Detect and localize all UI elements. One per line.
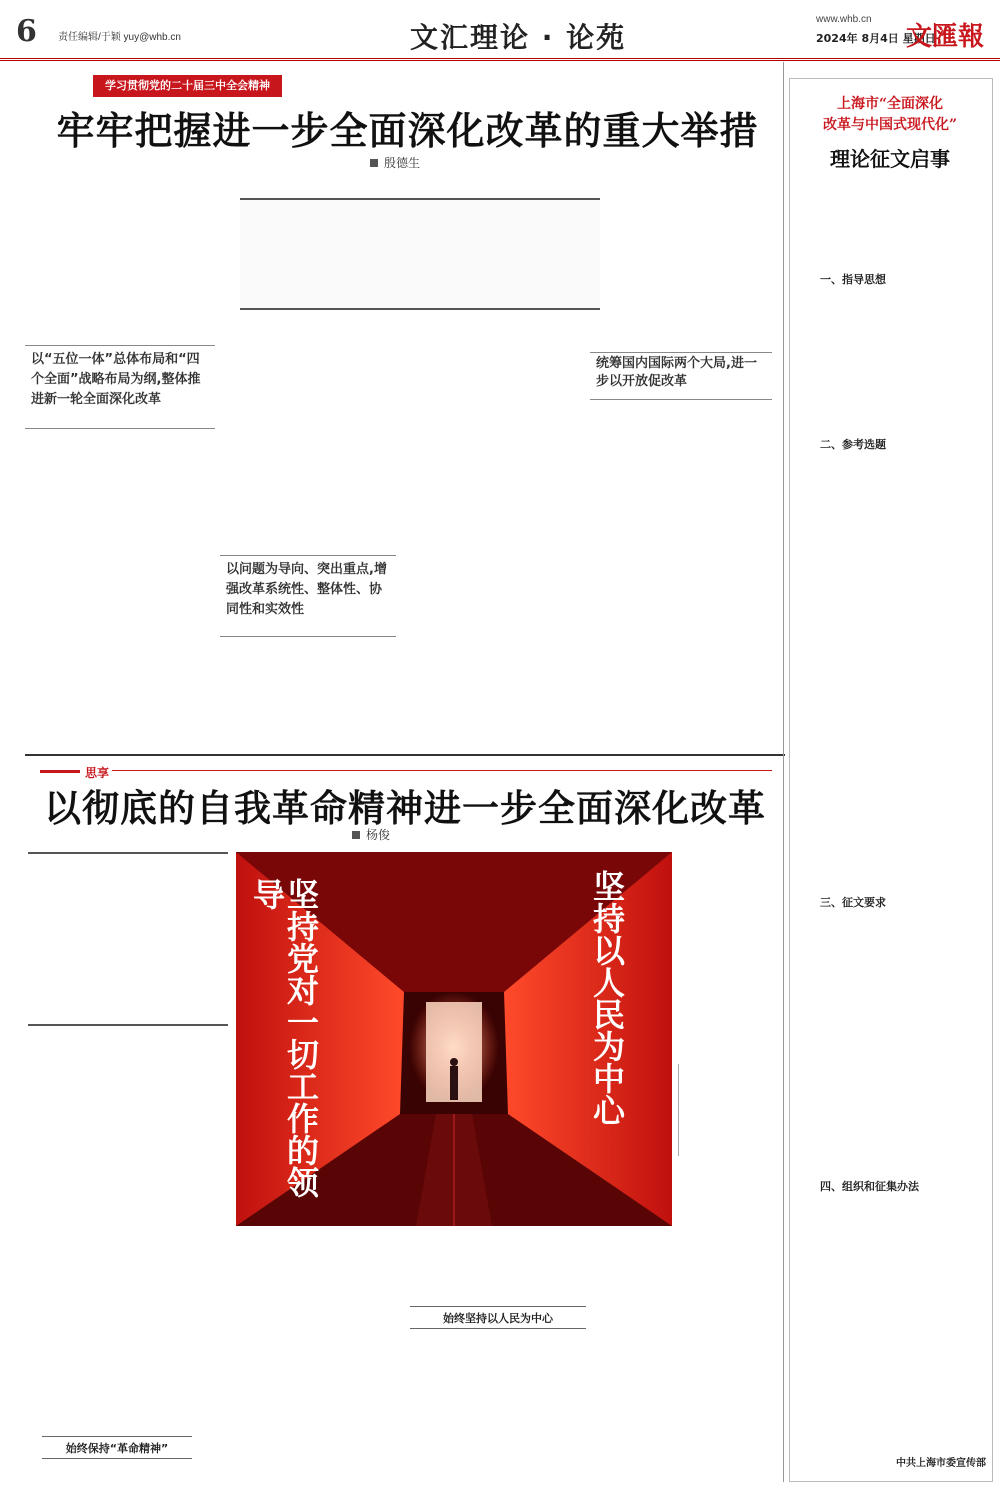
photo-corridor (236, 852, 672, 1226)
byline-marker-icon (370, 159, 378, 167)
article2-subhead-1: 始终保持“革命精神” (65, 1442, 169, 1455)
subhead-rule (42, 1436, 192, 1437)
photo-caption (678, 1064, 743, 1156)
article2-abstract-box (28, 852, 228, 1026)
banner-right-text: 坚持以人民为中心 (588, 870, 626, 1126)
article1-pull-quote-3 (590, 352, 772, 400)
byline-marker-icon (352, 831, 360, 839)
article1-headline: 牢牢把握进一步全面深化改革的重大举措 (56, 109, 759, 153)
article2-headline: 以彻底的自我革命精神进一步全面深化改革 (44, 787, 766, 830)
sidebar-notice (789, 78, 993, 1482)
subhead-rule (410, 1328, 586, 1329)
pull-quote-text: 以“五位一体”总体布局和“四个全面”战略布局为纲,整体推进新一轮全面深化改革 (31, 352, 201, 407)
subhead-rule (410, 1306, 586, 1307)
issue-date: 2024年 8月4日 星期日 (816, 32, 936, 45)
editor-credit: 责任编辑/于颖 yuy@whb.cn (58, 32, 181, 43)
kicker-rule (112, 770, 772, 771)
pull-quote-text: 以问题为导向、突出重点,增强改革系统性、整体性、协同性和实效性 (226, 562, 387, 617)
article1-abstract-box (240, 198, 600, 310)
sidebar-section-2: 二、参考选题 (820, 438, 886, 451)
article2-byline (352, 826, 390, 843)
article1-byline (370, 154, 420, 171)
sidebar-title-line2: 改革与中国式现代化” (822, 117, 958, 133)
subhead-rule (42, 1458, 192, 1459)
page-number: 6 (16, 14, 37, 49)
site-url[interactable]: www.whb.cn (816, 14, 872, 25)
article1-kicker: 学习贯彻党的二十届三中全会精神 (93, 75, 282, 97)
article1-pull-quote-1 (25, 345, 215, 429)
article2-author: 杨俊 (366, 828, 391, 842)
section-title: 文汇理论 · 论苑 (410, 21, 627, 54)
sidebar-title-line1: 上海市“全面深化 (836, 96, 944, 112)
article2-kicker: 思享 (85, 766, 110, 780)
column-rule (783, 62, 784, 1482)
newspaper-logo: 文匯報 (906, 22, 985, 52)
banner-left-text: 坚持党对一切工作的领导 (248, 878, 320, 1198)
banner-right (590, 870, 654, 1210)
sidebar-section-4: 四、组织和征集办法 (820, 1180, 919, 1193)
kicker-bar (40, 770, 80, 773)
article1-pull-quote-2 (220, 555, 396, 637)
sidebar-title-main: 理论征文启事 (830, 147, 950, 171)
sidebar-section-3: 三、征文要求 (820, 896, 886, 909)
article2-subhead-2: 始终坚持以人民为中心 (443, 1312, 553, 1325)
sidebar-section-1: 一、指导思想 (820, 273, 886, 286)
sidebar-signature: 中共上海市委宣传部 (896, 1458, 986, 1469)
article1-author: 殷德生 (384, 156, 421, 170)
pull-quote-text: 统筹国内国际两个大局,进一步以开放促改革 (596, 356, 757, 389)
banner-left (248, 878, 320, 1208)
article-divider (25, 754, 785, 756)
